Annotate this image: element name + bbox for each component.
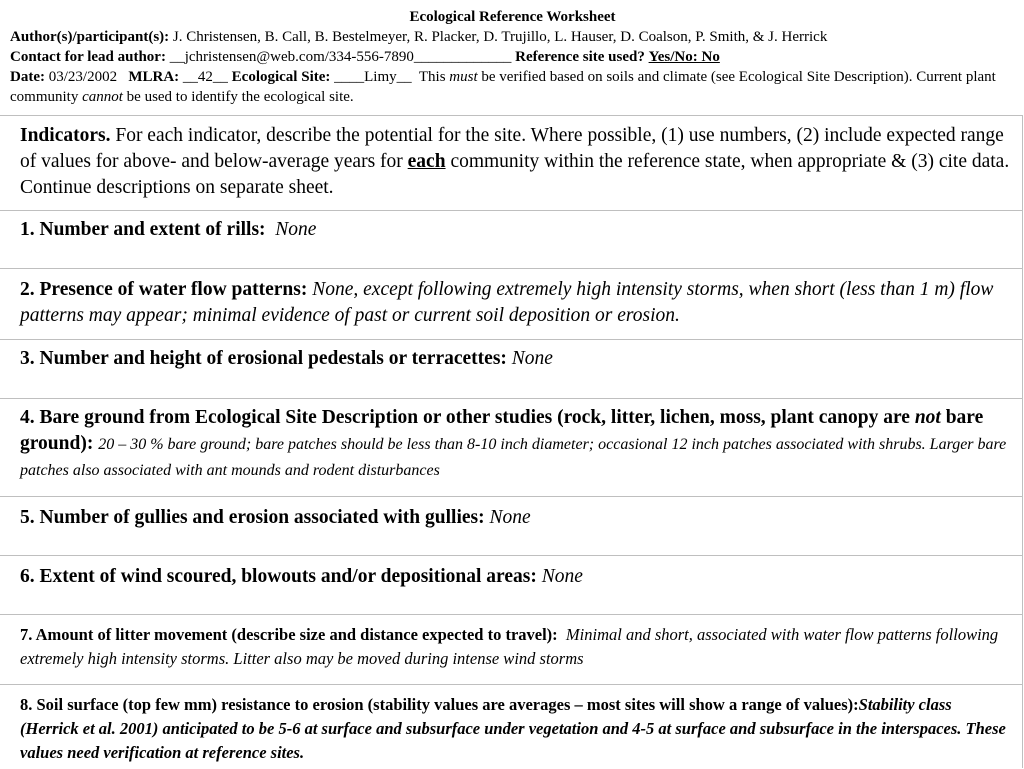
indicator-label: 5. Number of gullies and erosion associated with gullies: [20,507,485,528]
authors-line [10,27,1015,47]
indicator-label: 7. Amount of litter movement (describe size and distance expected to travel): [20,625,558,644]
site-value: ____Limy__ [334,69,412,85]
indicator-value: Stability class (Herrick et al. 2001) anticipated to be 5-6 at surface and subsurface under vegetation and 4-5 at surface and subsurface in the interspaces. These values need verification at reference sites. [20,695,1006,762]
reference-value: Yes/No: No [648,49,720,65]
mlra-label: MLRA: [128,69,180,85]
indicator-row-8 [0,685,1022,769]
indicator-value: None [275,219,317,240]
indicator-row-3 [0,340,1022,399]
worksheet-header [10,7,1015,107]
note-text-2: be verified based on soils and climate (see Ecological Site Description). Current plant community [10,69,996,105]
contact-value: __jchristensen@web.com/334-556-7890_____________ [169,49,512,65]
date-value: 03/23/2002 [48,69,118,85]
indicators-table [0,115,1023,768]
indicator-row-7 [0,615,1022,685]
contact-label: Contact for lead author: [10,49,166,65]
indicator-label: 2. Presence of water flow patterns: [20,279,308,300]
note-must: must [449,69,478,85]
indicator-value: None, except following extremely high intensity storms, when short (less than 1 m) flow patterns may appear; minimal evidence of past or current soil deposition or erosion. [20,279,994,326]
indicator-row-2 [0,269,1022,340]
indicator-label: 4. Bare ground from Ecological Site Description or other studies (rock, litter, lichen, moss, plant canopy are [20,407,910,428]
authors-label: Author(s)/participant(s): [10,29,170,45]
note-cannot: cannot [82,89,123,105]
contact-line [10,47,1015,67]
indicator-value: Minimal and short, associated with water flow patterns following extremely high intensity storms. Litter also may be moved during intense wind storms [20,625,999,668]
site-label: Ecological Site: [231,69,331,85]
note-text-3: be used to identify the ecological site. [126,89,354,105]
worksheet-title: Ecological Reference Worksheet [409,9,616,25]
mlra-value: __42__ [182,69,228,85]
date-label: Date: [10,69,45,85]
indicator-label-end: bare ground): [20,407,984,454]
indicator-value: None [489,507,531,528]
indicator-row-4 [0,399,1022,497]
indicator-row-5 [0,497,1022,556]
indicator-value: None [511,348,553,369]
indicators-label: Indicators. [20,125,111,146]
reference-label: Reference site used? [515,49,645,65]
indicator-label: 8. Soil surface (top few mm) resistance to erosion (stability values are averages – most sites will show a range of values): [20,695,859,714]
indicator-label: 3. Number and height of erosional pedestals or terracettes: [20,348,507,369]
indicator-row-6 [0,556,1022,615]
indicators-text-2: community within the reference state, when appropriate & (3) cite data. Continue descriptions on separate sheet. [20,151,1010,198]
indicator-label-not: not [914,407,941,428]
note-text-1: This [418,69,446,85]
date-line [10,67,1015,107]
indicators-each: each [407,151,446,172]
indicators-text-1: For each indicator, describe the potential for the site. Where possible, (1) use numbers, (2) include expected range of values for above- and below-average years for [20,125,1004,172]
indicators-instructions [0,116,1022,211]
indicator-value: None [541,566,583,587]
indicator-label: 1. Number and extent of rills: [20,219,266,240]
indicator-label: 6. Extent of wind scoured, blowouts and/or depositional areas: [20,566,537,587]
indicator-row-1 [0,211,1022,269]
authors-value: J. Christensen, B. Call, B. Bestelmeyer, R. Placker, D. Trujillo, L. Hauser, D. Coalson, P. Smith, & J. Herrick [172,29,828,45]
indicator-value: 20 – 30 % bare ground; bare patches should be less than 8-10 inch diameter; occasional 12 inch patches associated with shrubs. Larger bare patches also associated with ant mounds and rodent disturbances [20,436,1007,479]
